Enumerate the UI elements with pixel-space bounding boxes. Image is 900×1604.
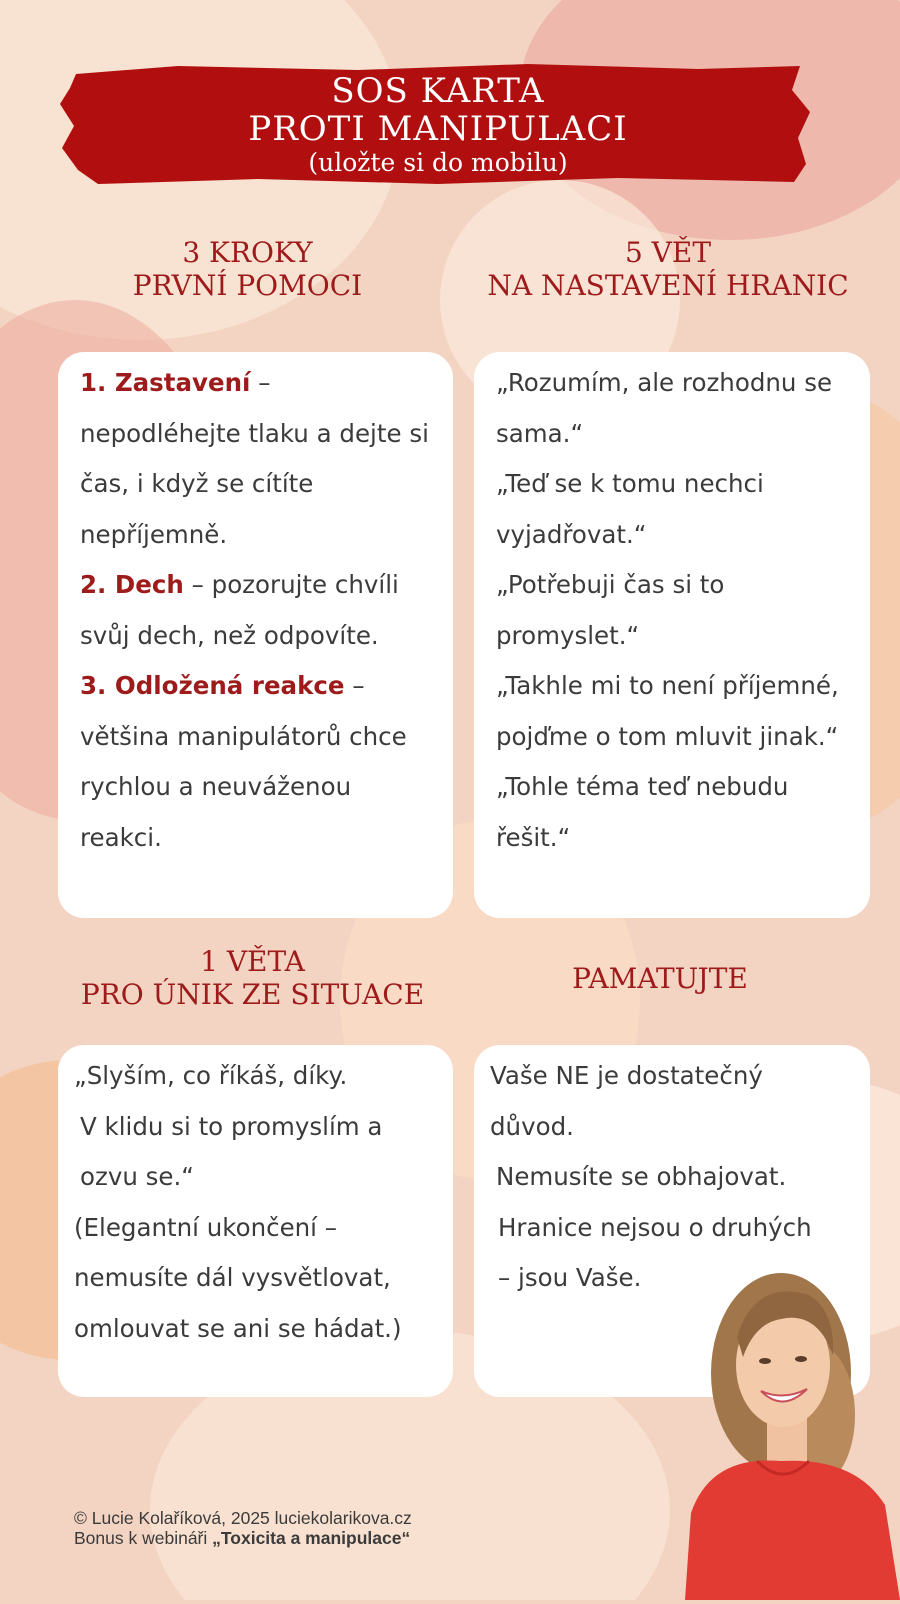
heading-escape: 1 VĚTA PRO ÚNIK ZE SITUACE — [80, 945, 425, 1011]
boundaries-card — [474, 352, 870, 918]
escape-quote-line1: „Slyším, co říkáš, díky. — [74, 1061, 348, 1090]
heading-boundaries: 5 VĚT NA NASTAVENÍ HRANIC — [487, 236, 849, 302]
sentence-item: „Teď se k tomu nechci vyjadřovat.“ — [496, 469, 764, 549]
footer-bonus: Bonus k webináři „Toxicita a manipulace“ — [74, 1528, 411, 1548]
footer — [74, 1508, 412, 1548]
sentence-item: „Potřebuji čas si to promyslet.“ — [496, 570, 725, 650]
first-aid-card — [58, 352, 453, 918]
escape-card — [58, 1045, 453, 1397]
author-portrait — [685, 1265, 900, 1600]
step-item: 3. Odložená reakce – většina manipulátorů chce rychlou a neuváženou reakci. — [80, 671, 407, 852]
step-item: 1. Zastavení – nepodléhejte tlaku a dejte si čas, i když se cítíte nepříjemně. — [80, 368, 429, 549]
sentence-item: „Tohle téma teď nebudu řešit.“ — [496, 772, 789, 852]
remember-line1: Vaše NE je dostatečný důvod. — [490, 1061, 763, 1141]
banner-subtitle: (uložte si do mobilu) — [308, 148, 568, 177]
title-banner — [58, 60, 818, 188]
remember-line3: Hranice nejsou o druhých – jsou Vaše. — [498, 1212, 812, 1292]
escape-quote-line2: V klidu si to promyslím a ozvu se.“ — [80, 1111, 383, 1191]
heading-remember: PAMATUJTE — [572, 962, 748, 995]
banner-title-line1: SOS KARTA — [331, 71, 545, 111]
escape-note: (Elegantní ukončení – nemusíte dál vysvětlovat, omlouvat se ani se hádat.) — [74, 1212, 402, 1343]
footer-copyright: © Lucie Kolaříková, 2025 luciekolarikova.cz — [74, 1508, 412, 1528]
sentence-item: „Rozumím, ale rozhodnu se sama.“ — [496, 368, 833, 448]
heading-first-aid: 3 KROKY PRVNÍ POMOCI — [132, 236, 363, 302]
webinar-title: „Toxicita a manipulace“ — [212, 1528, 411, 1548]
portrait-illustration — [685, 1265, 900, 1600]
step-item: 2. Dech – pozorujte chvíli svůj dech, než odpovíte. — [80, 570, 399, 650]
sentence-item: „Takhle mi to není příjemné, pojďme o tom mluvit jinak.“ — [496, 671, 839, 751]
remember-line2: Nemusíte se obhajovat. — [496, 1162, 787, 1191]
banner-title-line2: PROTI MANIPULACI — [248, 109, 628, 149]
